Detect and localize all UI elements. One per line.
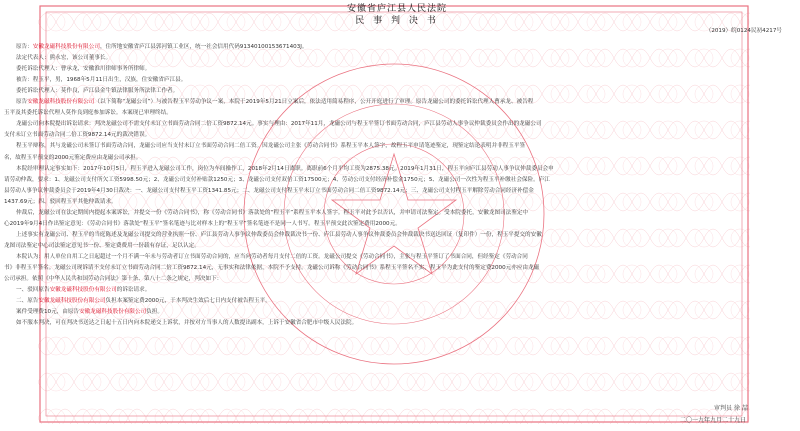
text-segment: 一、驳回原告 <box>16 287 50 294</box>
text-line <box>16 44 308 51</box>
text-line <box>16 287 150 294</box>
text-line <box>16 66 150 73</box>
text-segment: 被告：程玉平，男，1968年5月11日出生，汉族，住安徽省庐江县。 <box>16 77 187 84</box>
text-segment: 负担。 <box>146 309 163 316</box>
text-segment: 二、原告 <box>16 298 39 305</box>
text-segment: 委托诉讼代理人：莫作良，庐江县金牛镇法律服务所法律工作者。 <box>16 88 179 95</box>
text-line <box>4 199 117 206</box>
text-segment: 原告 <box>16 99 28 106</box>
party-name-highlight: 安徽龙磁科技股份有限公司 <box>49 287 117 294</box>
text-segment: 委托诉讼代理人：曹承龙，安徽淮川律师事务所律师。 <box>16 66 151 73</box>
text-segment: 负担本案鉴定费2000元，于本判决生效后七日内支付被告程玉平。 <box>105 298 271 305</box>
text-segment: 的诉讼请求。 <box>116 287 151 294</box>
text-line <box>16 309 163 316</box>
party-name-highlight: 安徽龙磁科技股份有限公司 <box>32 44 100 50</box>
text-line <box>4 177 550 184</box>
text-segment: ，住所地安徽省庐江县郭河镇工业区，统一社会信用代码91340100153671403J。 <box>99 44 308 50</box>
text-line <box>16 143 525 150</box>
text-segment: 请劳动仲裁，要求：1、龙磁公司支付所欠工资5998.50元；2、龙磁公司支付补贴款1250元；3、龙磁公司支付双倍工资17500元；4、劳动公司支付经济补偿金1750元；5、龙磁公司一次性为程玉平补缴社会保险。庐江 <box>4 176 550 183</box>
text-line <box>16 99 533 106</box>
text-line <box>4 155 141 162</box>
text-segment: 案件受理费10元，由原告 <box>16 309 80 316</box>
text-line <box>16 210 528 217</box>
text-line <box>16 298 271 305</box>
judge-signature: 审判员 徐 喆 <box>714 405 748 412</box>
party-name-highlight: 安徽龙磁科技股份有限公司 <box>27 99 95 106</box>
text-segment: 心2019年9月4日作出鉴定意见：《劳动合同书》落款处“程玉平”签名笔迹与比对样本上的“程玉平”签名笔迹不是同一人书写。程玉平预交此次鉴定费用2000元。 <box>4 220 401 227</box>
text-line <box>16 88 178 95</box>
text-segment: 如不服本判决，可在判决书送达之日起十五日内向本院递交上诉状，并按对方当事人的人数提出副本，上诉于安徽省合肥市中级人民法院。 <box>16 320 358 327</box>
text-segment: 本院认为：用人单位自用工之日起超过一个月不满一年未与劳动者订立书面劳动合同的，应当向劳动者每月支付二倍的工资。龙磁公司提交《劳动合同书》，主张与程玉平签订了书面合同，但经鉴定《劳动合同 <box>16 253 528 260</box>
judgment-date: 二〇一九年九月二十九日 <box>680 417 747 424</box>
text-segment: 原告： <box>16 44 33 50</box>
text-segment: 本院经审理认定事实如下：2017年10月5日，程玉平进入龙磁公司工作，岗位为车间操作工，2018年2月14日离职。离职前6个月平均工资为2875.38元。2019年1月31日，程玉平向庐江县劳动人事争议仲裁委员会申 <box>16 165 554 172</box>
text-line <box>4 132 150 139</box>
text-line <box>4 243 200 250</box>
text-segment: 龙磁公司向本院提出诉讼请求：判决龙磁公司不需支付未订立书面劳动合同二倍工资9872.14元。事实与理由：2017年11月，龙磁公司与程玉平签订书面劳动合同，庐江县劳动人事争议仲裁委员会作出的龙磁公司 <box>16 121 542 128</box>
text-segment: 程玉平辩称，其与龙磁公司未签订书面劳动合同，龙磁公司应当支付未订立书面劳动合同二倍工资。因龙磁公司主张《劳动合同书》系程玉平本人签字，故程玉平申请笔迹鉴定，现鉴定结论表明并非程玉平签 <box>16 143 526 150</box>
text-segment: 法定代表人：熊永宏，该公司董事长。 <box>16 55 112 62</box>
party-name-highlight: 安徽龙磁科技股份有限公司 <box>79 309 147 316</box>
document-type: 民 事 判 决 书 <box>355 16 439 26</box>
text-line <box>4 221 401 228</box>
text-line <box>16 121 542 128</box>
text-line <box>4 276 222 283</box>
text-segment: 支付未订立书面劳动合同二倍工资9872.14元的裁决错误。 <box>4 132 151 139</box>
text-segment: 公司承担。依照《中华人民共和国劳动合同法》第十条、第八十二条之规定，判决如下： <box>4 276 223 283</box>
text-line <box>16 77 186 84</box>
text-line <box>4 265 539 272</box>
text-segment: 龙图司法鉴定中心司法鉴定意见书一份、鉴定费费用一份载有存证，足以认定。 <box>4 242 200 249</box>
text-line <box>16 254 528 261</box>
party-name-highlight: 安徽龙磁科技股份有限公司 <box>38 298 106 305</box>
text-line <box>16 55 111 62</box>
text-segment: 1437.69元；四、驳回程玉平其他仲裁请求。 <box>4 198 117 205</box>
text-segment: 玉平及其委托诉讼代理人莫作良到庭参加诉讼。本案现已审理终结。 <box>4 110 172 117</box>
text-line <box>4 110 172 117</box>
text-line <box>16 320 357 327</box>
text-segment: 县劳动人事争议仲裁委员会于2019年4月30日裁决：一、龙磁公司支付程玉平工资1341.85元；二、龙磁公司支付程玉平未订立书面劳动合同二倍工资9872.14元；三、龙磁公司支付程玉平解除劳动合同经济补偿金 <box>4 187 534 194</box>
text-line <box>16 232 542 239</box>
text-line <box>16 166 554 173</box>
text-segment: 上述事实有龙磁公司、程玉平的当庭陈述及龙磁公司提交的营业执照一份、庐江县劳动人事争议仲裁委员会仲裁裁决书一份、庐江县劳动人事争议仲裁委员会仲裁裁决书送达回证（复印件）一份，程玉平提交的安徽 <box>16 231 542 238</box>
court-name: 安徽省庐江县人民法院 <box>346 4 447 14</box>
text-line <box>4 188 534 195</box>
text-segment: 书》非程玉平签名。龙磁公司现诉请不支付未订立书面劳动合同二倍工资9872.14元，无事实和法律依据，本院不予支持。龙磁公司诉称《劳动合同书》系程玉平签名不实，程玉平为此支付的鉴定费2000元亦应由龙磁 <box>4 265 540 271</box>
case-number: （2019）皖0124民初4217号 <box>705 28 782 34</box>
text-segment: 仲裁后，龙磁公司在法定期间内提起本案诉讼，并提交一份《劳动合同书》，称《劳动合同书》落款处的“程玉平”系程玉平本人签字。程玉平对此予以否认，并申请司法鉴定。受本院委托，安徽龙图司法鉴定中 <box>16 209 529 216</box>
text-segment: 名，故程玉平预交的2000元鉴定费应由龙磁公司承担。 <box>4 154 142 161</box>
text-segment: （以下简称“龙磁公司”）与被告程玉平劳动争议一案，本院于2019年5月21日立案后，依法适用简易程序，公开开庭进行了审理。原告龙磁公司的委托诉讼代理人曹承龙、被告程 <box>94 99 534 106</box>
